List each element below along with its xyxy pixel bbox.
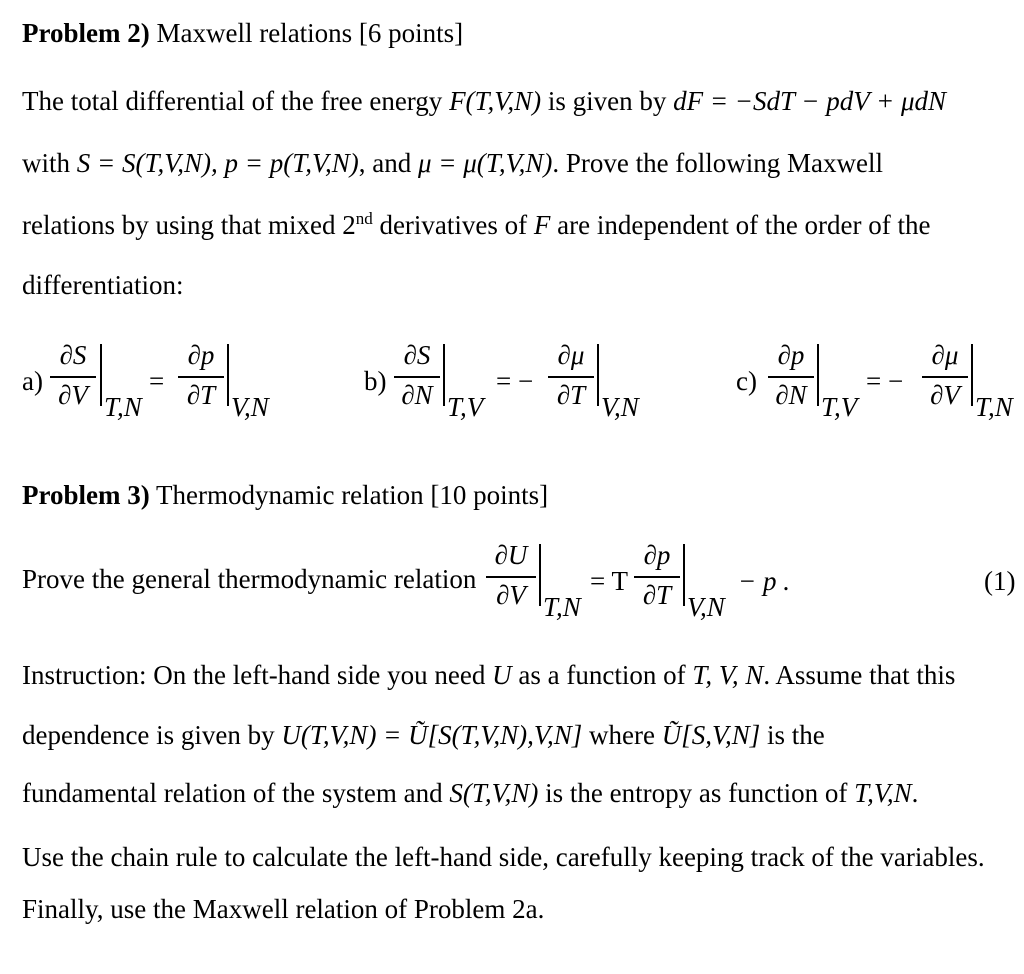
problem3-prove-text: Prove the general thermodynamic relation: [22, 564, 477, 594]
denominator: ∂V: [58, 380, 88, 410]
math-dF-equation: dF = −SdT − pdV + μdN: [673, 86, 947, 116]
numerator: ∂S: [59, 340, 87, 370]
equation-number: (1): [984, 566, 1016, 596]
text-segment: .: [911, 778, 919, 808]
relation-c-lhs-fraction: [768, 340, 814, 412]
relation-a-label: a): [22, 366, 43, 396]
relation-b-rhs-subscript: V,N: [601, 392, 639, 422]
relation-c-label: c): [736, 366, 757, 396]
text-segment: . Assume that this: [763, 660, 956, 690]
text-segment: as a function of: [511, 660, 693, 690]
text-segment: , and: [358, 148, 418, 178]
text-segment: is given by: [541, 86, 674, 116]
evaluation-bar: [597, 344, 599, 406]
fraction-bar: [768, 376, 814, 378]
problem2-heading: Problem 2): [22, 18, 150, 48]
relation-a-rhs-fraction: [178, 340, 224, 412]
relation-b-sign: = −: [496, 366, 534, 396]
math-TVN: T,V,N: [854, 778, 912, 808]
problem2-line3: [22, 210, 931, 239]
problem2-line4: [22, 272, 183, 299]
math-mu-def: μ = μ(T,V,N): [417, 148, 553, 178]
eq1-lhs-fraction: [486, 540, 536, 612]
relation-a-rhs-subscript: V,N: [231, 392, 269, 422]
math-F-TVN: F(T,V,N): [449, 86, 542, 116]
problem2-line1: [22, 88, 946, 115]
problem2-heading-line: [22, 20, 463, 47]
math-S-TVN: S(T,V,N): [449, 778, 539, 808]
denominator: ∂N: [401, 380, 433, 410]
problem3-heading: Problem 3): [22, 480, 150, 510]
eq1-rhs-fraction: [634, 540, 680, 612]
relation-a-lhs-fraction: [50, 340, 96, 412]
math-TVN: T, V, N: [692, 660, 764, 690]
numerator: ∂p: [187, 340, 215, 370]
math-U: U: [492, 660, 512, 690]
instruction-line2: [22, 722, 825, 749]
text-segment: relations by using that mixed 2: [22, 210, 356, 240]
eq1-rhs-subscript: V,N: [687, 592, 725, 622]
numerator: ∂U: [494, 540, 528, 570]
relation-c-rhs-fraction: [922, 340, 968, 412]
relation-a-sign: =: [149, 366, 165, 396]
evaluation-bar: [817, 344, 819, 406]
numerator: ∂μ: [931, 340, 959, 370]
eq1-tail: − p .: [738, 566, 790, 596]
relation-b-label: b): [364, 366, 387, 396]
instruction-line1: [22, 662, 955, 689]
relation-b-lhs-subscript: T,V: [447, 392, 484, 422]
math-F: F: [533, 210, 551, 240]
text-segment: The total differential of the free energy: [22, 86, 450, 116]
numerator: ∂S: [403, 340, 431, 370]
relation-c-rhs-subscript: T,N: [975, 392, 1013, 422]
text-segment: Instruction: On the left-hand side you need: [22, 660, 493, 690]
text-segment: derivatives of: [372, 210, 534, 240]
instruction-line5: Finally, use the Maxwell relation of Problem 2a.: [22, 894, 545, 924]
superscript-nd: nd: [355, 209, 373, 228]
instruction-line3: [22, 780, 918, 807]
text-segment: is the: [760, 720, 825, 750]
evaluation-bar: [539, 544, 541, 606]
numerator: ∂p: [777, 340, 805, 370]
evaluation-bar: [227, 344, 229, 406]
evaluation-bar: [971, 344, 973, 406]
relation-c-sign: = −: [866, 366, 904, 396]
denominator: ∂N: [775, 380, 807, 410]
text-segment: . Prove the following Maxwell: [552, 148, 884, 178]
fraction-bar: [548, 376, 594, 378]
fraction-bar: [922, 376, 968, 378]
denominator: ∂V: [496, 580, 526, 610]
text-segment: fundamental relation of the system and: [22, 778, 450, 808]
relation-b-rhs-fraction: [548, 340, 594, 412]
fraction-bar: [634, 576, 680, 578]
problem3-title: Thermodynamic relation [10 points]: [156, 480, 549, 510]
denominator: ∂V: [930, 380, 960, 410]
denominator: ∂T: [642, 580, 672, 610]
numerator: ∂p: [643, 540, 671, 570]
relation-c-lhs-subscript: T,V: [821, 392, 858, 422]
evaluation-bar: [443, 344, 445, 406]
fraction-bar: [486, 576, 536, 578]
problem2-title: Maxwell relations [6 points]: [156, 18, 464, 48]
text-segment: with: [22, 148, 77, 178]
instruction-line4: Use the chain rule to calculate the left-hand side, carefully keeping track of the variables.: [22, 842, 985, 872]
problem2-line2: [22, 150, 883, 177]
math-S-p-defs: S = S(T,V,N), p = p(T,V,N): [76, 148, 359, 178]
denominator: ∂T: [186, 380, 216, 410]
fraction-bar: [394, 376, 440, 378]
fraction-bar: [178, 376, 224, 378]
text-segment: where: [582, 720, 662, 750]
text-segment: are independent of the order of the: [550, 210, 931, 240]
problem3-heading-line: [22, 482, 548, 509]
math-U-definition: U(T,V,N) = Ũ[S(T,V,N),V,N]: [281, 720, 583, 750]
evaluation-bar: [683, 544, 685, 606]
text-segment: differentiation:: [22, 270, 184, 300]
relation-b-lhs-fraction: [394, 340, 440, 412]
eq1-lhs-subscript: T,N: [543, 592, 581, 622]
eq1-equals-T: = T: [590, 566, 628, 596]
fraction-bar: [50, 376, 96, 378]
evaluation-bar: [100, 344, 102, 406]
text-segment: dependence is given by: [22, 720, 282, 750]
relation-a-lhs-subscript: T,N: [104, 392, 142, 422]
text-segment: is the entropy as function of: [538, 778, 855, 808]
denominator: ∂T: [556, 380, 586, 410]
math-U-tilde: Ũ[S,V,N]: [661, 720, 761, 750]
numerator: ∂μ: [557, 340, 585, 370]
